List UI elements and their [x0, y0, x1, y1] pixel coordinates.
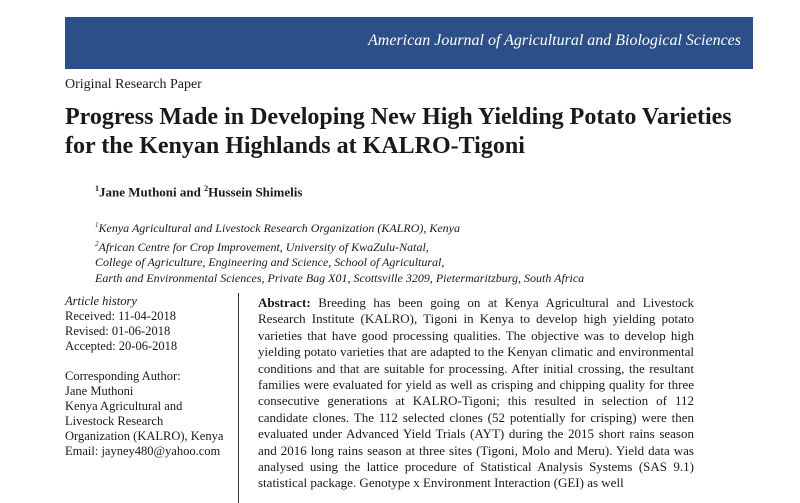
corresponding-email: Email: jayney480@yahoo.com: [65, 444, 221, 458]
accepted-date: Accepted: 20-06-2018: [65, 339, 178, 353]
affiliation-text: Kenya Agricultural and Livestock Research Organization (KALRO), Kenya: [98, 221, 461, 235]
journal-name: American Journal of Agricultural and Biological Sciences: [368, 32, 741, 49]
author-1-name: Jane Muthoni: [99, 184, 177, 200]
article-type: Original Research Paper: [65, 77, 202, 92]
author-2-name: Hussein Shimelis: [208, 184, 303, 200]
corresponding-org-line: Organization (KALRO), Kenya: [65, 429, 224, 443]
affiliation-text: Earth and Environmental Sciences, Private Bag X01, Scottsville 3209, Pietermaritzburg, South Africa: [95, 270, 585, 285]
article-sidebar: [65, 294, 235, 459]
corresponding-org-line: Kenya Agricultural and: [65, 399, 183, 413]
author-joiner: and: [176, 184, 205, 200]
affiliation-line: [95, 218, 584, 237]
column-divider: [238, 293, 239, 503]
affiliation-line: [95, 237, 584, 256]
affiliation-text: College of Agriculture, Engineering and Science, School of Agricultural,: [95, 255, 445, 269]
journal-banner: [65, 17, 753, 69]
affiliations: [95, 218, 584, 286]
revised-date: Revised: 01-06-2018: [65, 324, 171, 338]
author-list: [95, 184, 302, 200]
spacer: [65, 354, 235, 369]
affiliation-line: [95, 271, 584, 287]
affiliation-line: [95, 255, 584, 271]
abstract-label: Abstract:: [258, 295, 311, 310]
affiliation-text: African Centre for Crop Improvement, University of KwaZulu-Natal,: [98, 239, 429, 254]
article-title: Progress Made in Developing New High Yielding Potato Varieties for the Kenyan Highlands at KALRO-Tigoni: [65, 104, 732, 159]
corresponding-name: Jane Muthoni: [65, 384, 134, 398]
author-1-sup: 1: [95, 184, 99, 193]
affiliation-sup: 2: [95, 239, 99, 248]
received-date: Received: 11-04-2018: [65, 309, 176, 323]
corresponding-org-line: Livestock Research: [65, 414, 164, 428]
abstract: [258, 295, 694, 492]
corresponding-heading: Corresponding Author:: [65, 369, 181, 383]
history-heading: Article history: [65, 294, 137, 308]
affiliation-sup: 1: [95, 221, 99, 229]
abstract-text: Breeding has been going on at Kenya Agricultural and Livestock Research Institute (KALRO), Tigoni in Kenya to develop high yielding potato varieties that have good processing qualities. The objective was to develop high yielding potato varieties that are adapted to the Kenyan climatic and environmental conditions and that are suitable for processing. After initial crossing, the resultant families were evaluated for yield as well as crisping and chipping quality for three consecutive generations at KALRO-Tigoni; this resulted in selection of 112 candidate clones. The 112 selected clones (52 potentially for crisping) were then evaluated under Advanced Yield Trials (AYT) during the 2015 short rains season and 2016 long rains season at three sites (Tigoni, Molo and Meru). Yield data was analysed using the lattice procedure of Statistical Analysis Systems (SAS 9.1) statistical package. Genotype x Environment Interaction (GEI) as well: [258, 295, 694, 491]
author-2-sup: 2: [204, 184, 209, 193]
